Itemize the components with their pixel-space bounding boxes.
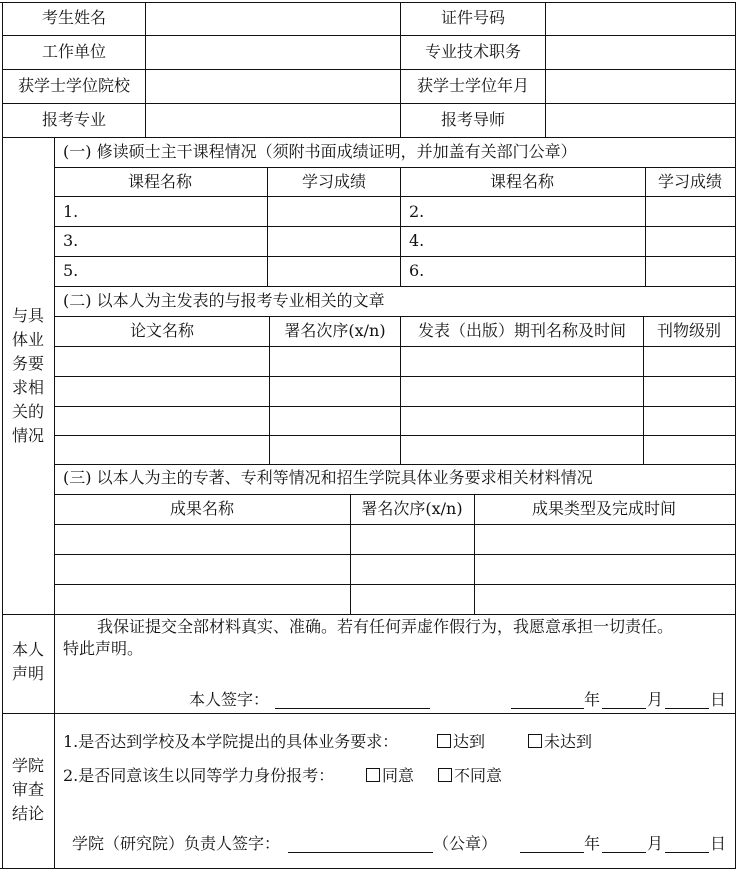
course-row-number: 2. — [409, 202, 425, 221]
row-line — [54, 346, 735, 347]
applied-major-field[interactable] — [146, 104, 400, 137]
self-signature-line[interactable] — [275, 708, 430, 709]
review-month-line[interactable] — [602, 852, 646, 853]
review-side-label: 学院 审查 结论 — [11, 756, 44, 823]
row-line — [54, 406, 735, 407]
business-side-label: 与具 体业 务要 求相 关的 情况 — [11, 306, 44, 445]
papers-heading: (二) 以本人为主发表的与报考专业相关的文章 — [63, 291, 385, 310]
work-unit-field[interactable] — [146, 36, 400, 69]
day-label: 日 — [710, 690, 727, 709]
work-unit-label: 工作单位 — [41, 42, 107, 61]
col-line — [645, 167, 646, 286]
col-line — [474, 494, 475, 614]
bachelor-school-field[interactable] — [146, 70, 400, 103]
border-bottom — [0, 868, 736, 869]
review-question-2: 2.是否同意该生以同等学力身份报考： — [63, 766, 335, 785]
row-line — [54, 316, 735, 317]
professional-title-field[interactable] — [546, 36, 735, 69]
meets-requirements-option[interactable]: 达到 — [437, 731, 485, 753]
self-signature-label: 本人签字： — [189, 690, 270, 709]
row-line — [54, 435, 735, 436]
course-name-header: 课程名称 — [489, 172, 555, 191]
disagree-option[interactable]: 不同意 — [438, 765, 502, 787]
row-line — [54, 256, 735, 257]
applied-major-label: 报考专业 — [41, 110, 107, 129]
achievement-name-header: 成果名称 — [169, 499, 235, 518]
row-line — [54, 286, 735, 287]
course-row-number: 1. — [63, 202, 79, 221]
row-line — [54, 554, 735, 555]
course-score-header: 学习成绩 — [657, 172, 723, 191]
not-meets-requirements-option[interactable]: 未达到 — [528, 731, 592, 753]
checkbox-icon[interactable] — [438, 768, 452, 782]
courses-heading: (一) 修读硕士主干课程情况（须附书面成绩证明，并加盖有关部门公章） — [63, 142, 577, 161]
paper-title-header: 论文名称 — [129, 321, 195, 340]
applied-advisor-label: 报考导师 — [440, 110, 506, 129]
declaration-text: 我保证提交全部材料真实、准确。若有任何弄虚作假行为，我愿意承担一切责任。 — [97, 617, 674, 636]
checkbox-icon[interactable] — [437, 734, 451, 748]
col-line — [267, 167, 268, 286]
course-row-number: 4. — [409, 231, 425, 250]
declaration-side-label: 本人 声明 — [11, 640, 44, 683]
review-month-label: 月 — [647, 834, 664, 853]
checkbox-icon[interactable] — [528, 734, 542, 748]
row-line — [54, 226, 735, 227]
dean-signature-line[interactable] — [288, 852, 433, 853]
day-line[interactable] — [665, 708, 709, 709]
year-label: 年 — [584, 690, 601, 709]
row-line — [2, 137, 735, 138]
id-number-label: 证件号码 — [440, 8, 506, 27]
row-line — [54, 464, 735, 465]
course-row-number: 5. — [63, 261, 79, 280]
applied-advisor-field[interactable] — [546, 104, 735, 137]
row-line — [2, 614, 735, 615]
row-line — [54, 524, 735, 525]
row-line — [2, 713, 735, 714]
professional-title-label: 专业技术职务 — [424, 42, 522, 61]
course-row-number: 3. — [63, 231, 79, 250]
agree-option[interactable]: 同意 — [366, 765, 414, 787]
bachelor-date-label: 获学士学位年月 — [416, 76, 530, 95]
course-name-header: 课程名称 — [127, 172, 193, 191]
declaration-text-end: 特此声明。 — [63, 639, 144, 658]
achievement-type-header: 成果类型及完成时间 — [531, 499, 677, 518]
month-line[interactable] — [602, 708, 646, 709]
paper-level-header: 刊物级别 — [656, 321, 722, 340]
col-line — [350, 494, 351, 614]
checkbox-icon[interactable] — [366, 768, 380, 782]
side-col-line — [54, 137, 55, 868]
bachelor-date-field[interactable] — [546, 70, 735, 103]
row-line — [54, 494, 735, 495]
year-line[interactable] — [511, 708, 584, 709]
name-field[interactable] — [146, 3, 400, 35]
row-line — [54, 196, 735, 197]
row-line — [54, 167, 735, 168]
review-year-label: 年 — [584, 834, 601, 853]
dean-signature-label: 学院（研究院）负责人签字： — [72, 834, 281, 853]
review-question-1: 1.是否达到学校及本学院提出的具体业务要求： — [63, 732, 399, 751]
month-label: 月 — [647, 690, 664, 709]
review-day-label: 日 — [710, 834, 727, 853]
row-line — [54, 376, 735, 377]
course-score-header: 学习成绩 — [301, 172, 367, 191]
col-line — [643, 316, 644, 464]
name-label: 考生姓名 — [41, 8, 107, 27]
col-line — [400, 316, 401, 464]
review-day-line[interactable] — [665, 852, 709, 853]
col-line — [400, 2, 401, 137]
paper-order-header: 署名次序(x/n) — [284, 321, 386, 340]
row-line — [54, 584, 735, 585]
paper-journal-header: 发表（出版）期刊名称及时间 — [417, 321, 627, 340]
col-line — [269, 316, 270, 464]
review-year-line[interactable] — [520, 852, 584, 853]
id-number-field[interactable] — [546, 3, 735, 35]
course-row-number: 6. — [409, 261, 425, 280]
seal-label: （公章） — [433, 834, 498, 853]
achievements-heading: (三) 以本人为主的专著、专利等情况和招生学院具体业务要求相关材料情况 — [63, 468, 593, 487]
bachelor-school-label: 获学士学位院校 — [17, 76, 131, 95]
col-line — [400, 167, 401, 286]
achievement-order-header: 署名次序(x/n) — [361, 499, 463, 518]
